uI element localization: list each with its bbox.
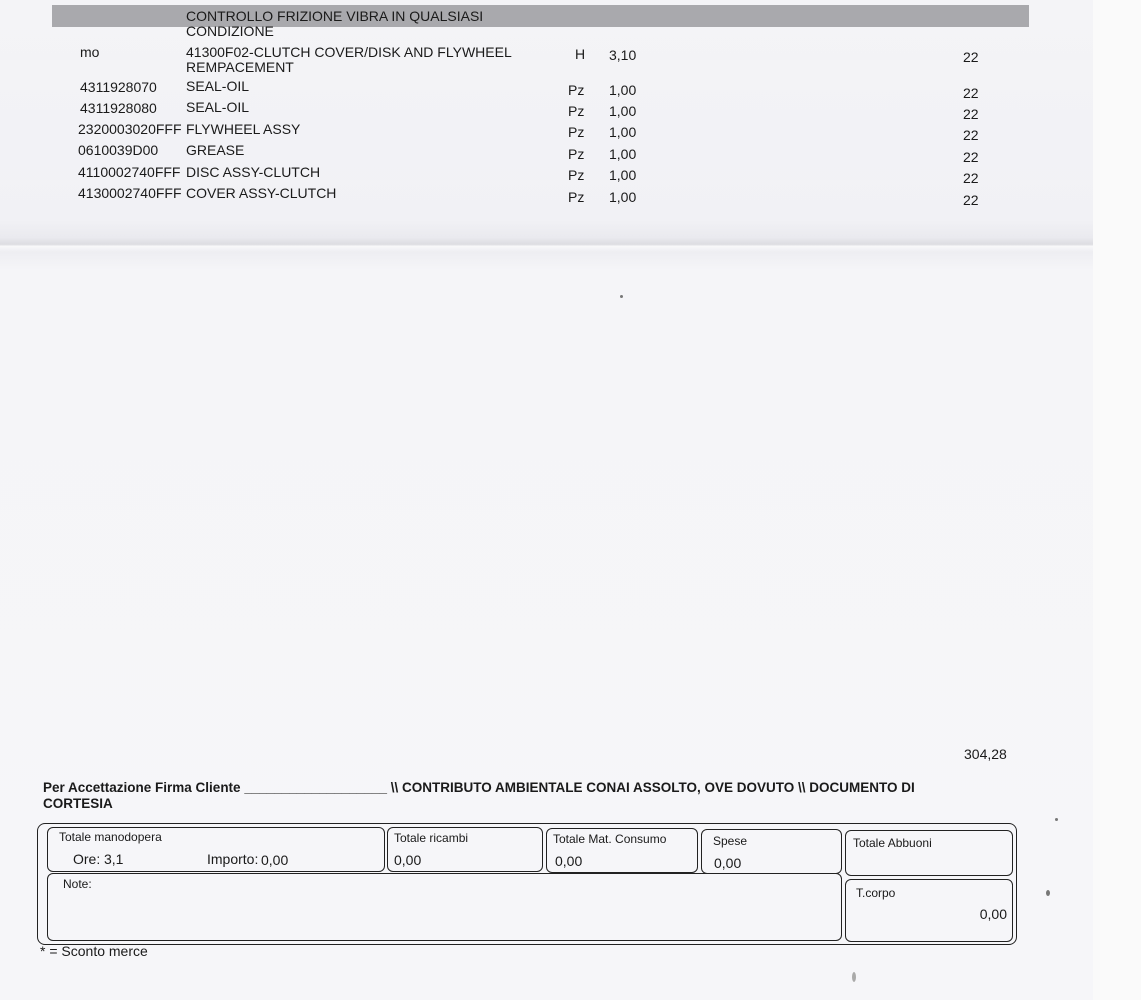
item-code: 4130002740FFF [78,185,182,201]
expenses-value: 0,00 [714,855,742,871]
scan-speck [620,295,623,298]
item-code: mo [80,44,100,60]
item-code: 4311928080 [80,100,157,116]
item-unit: Pz [568,167,585,183]
labor-total-label: Totale manodopera [59,830,162,844]
item-qty: 1,00 [609,124,637,140]
item-qty: 1,00 [609,146,637,162]
item-unit: Pz [568,124,585,140]
parts-total-label: Totale ricambi [394,831,469,845]
consumables-total-value: 0,00 [555,853,583,869]
notes-label: Note: [63,877,92,891]
subtotal-amount: 304,28 [964,746,1007,762]
amount-value: 0,00 [261,852,289,868]
consumables-total-box [546,828,698,873]
item-description-cont: REMPACEMENT [186,59,294,75]
job-title-line1: CONTROLLO FRIZIONE VIBRA IN QUALSIASI [186,8,484,24]
item-vat: 22 [963,170,979,186]
consumables-total-label: Totale Mat. Consumo [553,832,667,846]
item-code: 2320003020FFF [78,121,182,137]
notes-box [47,873,842,941]
hours-value: 3,1 [104,851,124,867]
body-total-value: 0,00 [979,906,1007,922]
item-unit: Pz [568,189,585,205]
item-unit: Pz [568,146,585,162]
item-vat: 22 [963,149,979,165]
item-vat: 22 [963,106,979,122]
job-title-line2: CONDIZIONE [186,23,274,39]
item-unit: Pz [568,82,585,98]
paper-fold [0,238,1093,252]
hours-label: Ore: [73,851,101,867]
item-description: SEAL-OIL [186,99,250,115]
item-qty: 1,00 [609,103,637,119]
discounts-total-box [845,830,1013,876]
expenses-label: Spese [713,834,748,848]
scan-speck [1046,890,1050,896]
item-vat: 22 [963,192,979,208]
item-code: 0610039D00 [78,142,159,158]
item-qty: 1,00 [609,82,637,98]
footnote: * = Sconto merce [40,943,148,959]
item-qty: 1,00 [609,167,637,183]
acceptance-line-cont: CORTESIA [43,796,113,811]
item-description: GREASE [186,142,245,158]
item-description: 41300F02-CLUTCH COVER/DISK AND FLYWHEEL [186,44,512,60]
expenses-box [701,829,842,874]
item-qty: 3,10 [609,47,637,63]
item-unit: H [575,46,586,62]
acceptance-line: Per Accettazione Firma Cliente ___________________ \\ CONTRIBUTO AMBIENTALE CONAI ASSOLTO, OVE DOVUTO \\ DOCUMENTO DI [43,780,915,795]
item-code: 4110002740FFF [78,164,181,180]
body-total-box [845,879,1013,942]
item-qty: 1,00 [609,189,637,205]
item-unit: Pz [568,103,585,119]
amount-label: Importo: [207,851,259,867]
item-vat: 22 [963,85,979,101]
discounts-total-label: Totale Abbuoni [853,836,932,850]
item-code: 4311928070 [80,79,157,95]
item-description: SEAL-OIL [186,78,250,94]
scan-speck [1055,818,1058,821]
item-vat: 22 [963,49,979,65]
parts-total-box [387,827,543,872]
scan-speck [852,972,856,982]
item-vat: 22 [963,127,979,143]
labor-total-box [47,827,385,872]
parts-total-value: 0,00 [394,852,422,868]
body-total-label: T.corpo [856,886,896,900]
scan-margin [1093,0,1141,1000]
item-description: FLYWHEEL ASSY [186,121,301,137]
item-description: DISC ASSY-CLUTCH [186,164,321,180]
item-description: COVER ASSY-CLUTCH [186,185,337,201]
